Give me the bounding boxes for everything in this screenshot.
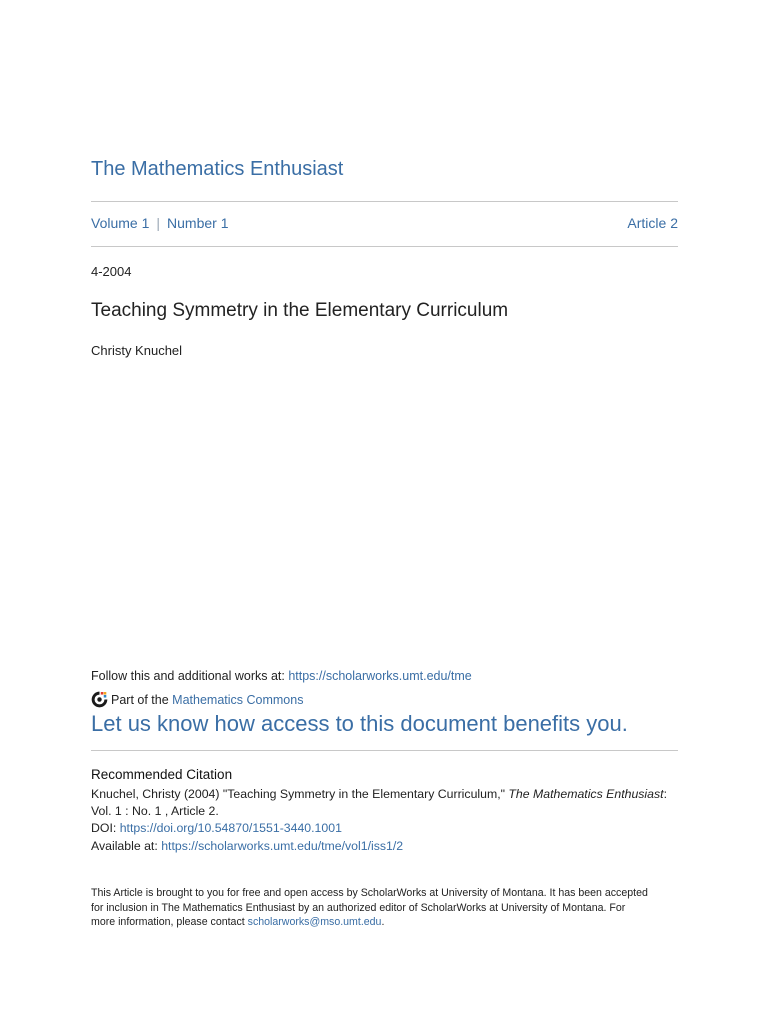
- citation-text: Knuchel, Christy (2004) "Teaching Symmetry in the Elementary Curriculum,": [91, 787, 509, 801]
- footer-text: This Article is brought to you for free and open access by ScholarWorks at University of Montana. It has been accepted for inclusion in The Mathematics Enthusiast by an authorized editor of ScholarWorks at University of Montana. For more information, please contact: [91, 887, 648, 929]
- access-benefit-link[interactable]: Let us know how access to this document benefits you.: [91, 711, 628, 736]
- divider-bottom: [91, 750, 678, 751]
- available-at-link[interactable]: https://scholarworks.umt.edu/tme/vol1/iss1/2: [161, 838, 404, 853]
- article-link[interactable]: Article 2: [627, 215, 678, 231]
- footer-note: [91, 886, 651, 930]
- contact-email-link[interactable]: scholarworks@mso.umt.edu: [247, 916, 382, 929]
- author-name: Christy Knuchel: [91, 343, 183, 358]
- citation-available: [91, 838, 681, 855]
- footer-period: .: [381, 916, 385, 929]
- citation-line-1: [91, 786, 681, 803]
- citation-line-2: Vol. 1 : No. 1 , Article 2.: [91, 804, 219, 819]
- follow-prefix: Follow this and additional works at:: [91, 669, 289, 683]
- divider-top: [91, 201, 678, 202]
- publication-date: 4-2004: [91, 264, 132, 279]
- doi-link[interactable]: https://doi.org/10.54870/1551-3440.1001: [119, 821, 342, 836]
- recommended-citation-heading: Recommended Citation: [91, 767, 233, 782]
- bepress-commons-icon: [91, 691, 108, 708]
- issue-navigation: [91, 215, 678, 231]
- mathematics-commons-link[interactable]: Mathematics Commons: [172, 692, 304, 707]
- doi-label: DOI:: [91, 821, 120, 836]
- number-link[interactable]: Number 1: [167, 215, 229, 231]
- citation-journal: The Mathematics Enthusiast: [508, 787, 664, 801]
- divider-middle: [91, 246, 678, 247]
- citation-colon: :: [663, 787, 667, 801]
- follow-line: [91, 669, 472, 683]
- citation-doi: [91, 820, 681, 837]
- citation-block: [91, 786, 681, 855]
- issue-separator: |: [156, 215, 161, 231]
- journal-title-link[interactable]: The Mathematics Enthusiast: [91, 158, 344, 180]
- part-of-prefix: Part of the: [111, 692, 169, 707]
- available-label: Available at:: [91, 838, 162, 853]
- volume-link[interactable]: Volume 1: [91, 215, 150, 231]
- collection-url-link[interactable]: https://scholarworks.umt.edu/tme: [288, 669, 472, 683]
- part-of-line: [91, 691, 303, 708]
- article-title: Teaching Symmetry in the Elementary Curriculum: [91, 300, 509, 321]
